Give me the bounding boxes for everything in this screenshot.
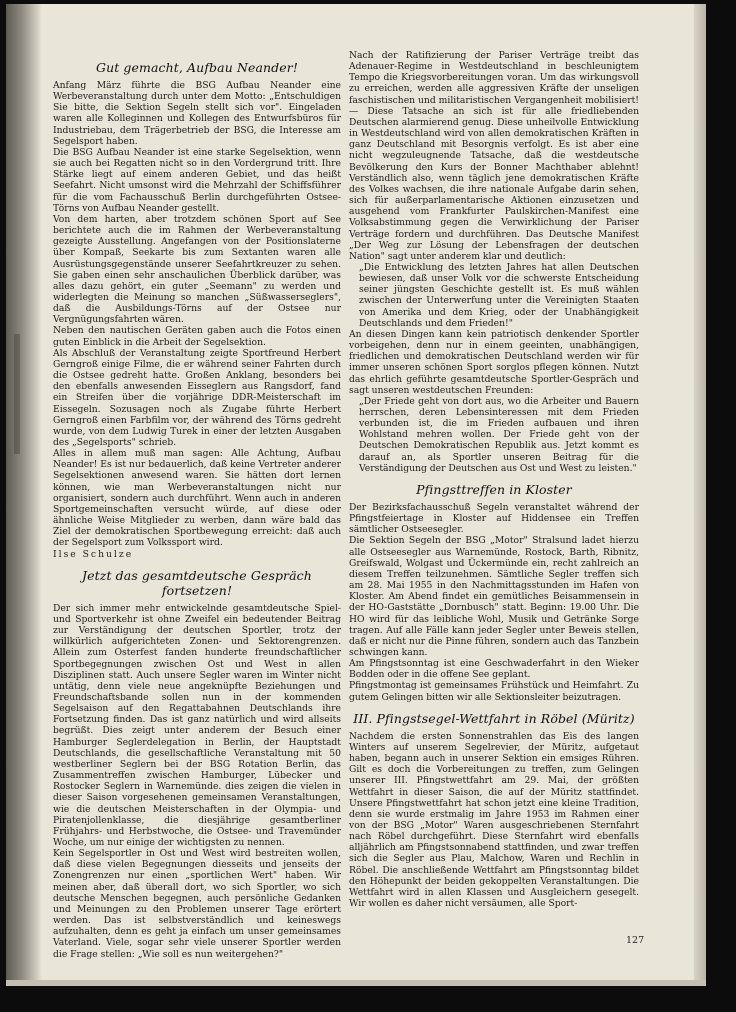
book-page xyxy=(6,4,706,986)
article-quote: „Der Friede geht von dort aus, wo die Arbeiter und Bauern herrschen, deren Lebensinteressen mit dem Frieden verbunden ist, die im Frieden aufbauen und ihren Wohlstand mehren wollen. Der Friede geht von der Deutschen Demokratischen Republik aus. Jetzt kommt es darauf an, als Sportler unseren Beitrag für die Verständigung der Deutschen aus Ost und West zu leisten." xyxy=(359,395,639,474)
article-paragraph: Die Sektion Segeln der BSG „Motor" Stralsund ladet hierzu alle Ostseesegler aus Warnemünde, Rostock, Barth, Ribnitz, Greifswald, Wolgast und Ückermünde ein, recht zahlreich an diesem Treffen teilzunehmen. Sämtliche Segler treffen sich am 28. Mai 1955 in den Nachmittagsstunden im Hafen von Kloster. Am Abend findet ein gemütliches Beisammensein in der HO-Gaststätte „Dornbusch" statt. Beginn: 19.00 Uhr. Die HO wird für das leibliche Wohl, Musik und Getränke Sorge tragen. Auf alle Fälle kann jeder Segler unter Beweis stellen, daß er nicht nur die Pinne führen, sondern auch das Tanzbein schwingen kann. xyxy=(349,535,639,658)
article-paragraph: Von dem harten, aber trotzdem schönen Sport auf See berichtete auch die im Rahmen der Werbeveranstaltung gezeigte Ausstellung. Angefangen von der Positionslaterne über Kompaß, Seekarte bis zum Sextanten waren alle Ausrüstungsgegenstände unserer Seefahrtkreuzer zu sehen. Sie gaben einen sehr anschaulichen Überblick darüber, was alles dazu gehört, ein guter „Seemann" zu werden und widerlegten die Meinung so manchen „Süßwasserseglers", daß die Ausbildungs-Törns auf der Ostsee nur Vergnügungsfahrten wären. xyxy=(53,213,341,326)
page-edge xyxy=(694,4,706,986)
article-heading: III. Pfingstsegel-Wettfahrt in Röbel (Müritz) xyxy=(353,710,635,726)
scan-edge-mark xyxy=(14,334,20,454)
article-quote: „Die Entwicklung des letzten Jahres hat allen Deutschen bewiesen, daß unser Volk vor die schwerste Entscheidung seiner jüngsten Geschichte gestellt ist. Es muß wählen zwischen der Unterwerfung unter die Vereinigten Staaten von Amerika und dem Krieg, oder der Unabhängigkeit Deutschlands und dem Frieden!" xyxy=(359,261,639,329)
article-paragraph: Der sich immer mehr entwickelnde gesamtdeutsche Spiel- und Sportverkehr ist ohne Zweifel ein bedeutender Beitrag zur Verständigung der deutschen Sportler, trotz der willkürlich aufgerichteten Zonen- und Sektorengrenzen. Allein zum Osterfest fanden hunderte freundschaftlicher Sportbegegnungen zwischen Ost und West in allen Disziplinen statt. Auch unsere Segler waren im Winter nicht untätig, denn viele neue angeknüpfte Beziehungen und Freundschaftsbande sollen nun in der kommenden Segelsaison auf den Regattabahnen Deutschlands ihre Fortsetzung finden. Das ist ganz natürlich und wird allseits begrüßt. Dies zeigt unter anderem der Besuch einer Hamburger Seglerdelegation in Berlin, der Hauptstadt Deutschlands, die gesellschaftliche Veranstaltung mit 50 westberliner Seglern bei der BSG Rotation Berlin, das Zusammentreffen zwischen Hamburger, Lübecker und Rostocker Seglern in Warnemünde. dies zeigen die vielen in dieser Saison vorgesehenen gemeinsamen Veranstaltungen, wie die deutschen Meisterschaften in der Olympia- und Piratenjollenklasse, die diesjährige gesamtberliner Frühjahrs- und Herbstwoche, die Ostsee- und Travemünder Woche, um nur einige der wichtigsten zu nennen. xyxy=(53,602,341,848)
article-paragraph: Nach der Ratifizierung der Pariser Verträge treibt das Adenauer-Regime in Westdeutschland in beschleunigtem Tempo die Kriegsvorbereitungen voran. Um das wirkungsvoll zu erreichen, werden alle aggressiven Kräfte der unseligen faschistischen und militaristischen Vergangenheit mobilisiert! — Diese Tatsache an sich ist für alle friedliebenden Deutschen alarmierend genug. Diese unheilvolle Entwicklung in Westdeutschland wird von allen demokratischen Kräften in ganz Deutschland mit Besorgnis verfolgt. Es ist aber eine nicht wegzuleugnende Tatsache, daß die westdeutsche Bevölkerung den Kurs der Bonner Machthaber ablehnt! Verständlich also, wenn täglich jene demokratischen Kräfte des Volkes wachsen, die ihre nationale Aufgabe darin sehen, sich für außerparlamentarische Aktionen einzusetzen und ausgehend vom Frankfurter Paulskirchen-Manifest eine Volksabstimmung gegen die Verwirklichung der Pariser Verträge fordern und durchführen. Das Deutsche Manifest „Der Weg zur Lösung der Lebensfragen der deutschen Nation" sagt unter anderem klar und deutlich: xyxy=(349,50,639,262)
page-number: 127 xyxy=(626,935,645,946)
article-paragraph: Der Bezirksfachausschuß Segeln veranstaltet während der Pfingstfeiertage in Kloster auf Hiddensee ein Treffen sämtlicher Ostseesegler. xyxy=(349,501,639,536)
article-paragraph: Kein Segelsportler in Ost und West wird bestreiten wollen, daß diese vielen Begegnungen diesseits und jenseits der Zonengrenzen nur einen „sportlichen Wert" haben. Wir meinen aber, daß überall dort, wo sich Sportler, wo sich deutsche Menschen begegnen, auch persönliche Gedanken und Meinungen zu den Problemen unserer Tage erörtert werden. Das ist selbstverständlich und keineswegs aufzuhalten, denn es geht ja einfach um unser gemeinsames Vaterland. Viele, sogar sehr viele unserer Sportler werden die Frage stellen: „Wie soll es nun weitergehen?" xyxy=(53,848,341,960)
article-paragraph: Pfingstmontag ist gemeinsames Frühstück und Heimfahrt. Zu gutem Gelingen bitten wir alle Sektionsleiter beizutragen. xyxy=(349,680,639,703)
article-paragraph: Die BSG Aufbau Neander ist eine starke Segelsektion, wenn sie auch bei Regatten nicht so in den Vordergrund tritt. Ihre Stärke liegt auf einem anderen Gebiet, und das heißt Seefahrt. Nicht umsonst wird die Mehrzahl der Schiffsführer für die vom Fachausschuß Berlin durchgeführten Ostsee-Törns von Aufbau Neander gestellt. xyxy=(53,146,341,214)
article-paragraph: Anfang März führte die BSG Aufbau Neander eine Werbeveranstaltung durch unter dem Motto: „Entschuldigen Sie bitte, die Sektion Segeln stellt sich vor". Eingeladen waren alle Kolleginnen und Kollegen des Entwurfsbüros für Industriebau, dem Trägerbetrieb der BSG, die Interesse am Segelsport haben. xyxy=(53,80,341,147)
article-paragraph: Neben den nautischen Geräten gaben auch die Fotos einen guten Einblick in die Arbeit der Segelsektion. xyxy=(53,325,341,348)
article-paragraph: Als Abschluß der Veranstaltung zeigte Sportfreund Herbert Gerngroß einige Filme, die er während seiner Fahrten durch die Ostsee gedreht hatte. Großen Anklang, besonders bei den ebenfalls anwesenden Eisseglern aus Rangsdorf, fand ein Streifen über die vorjährige DDR-Meisterschaft im Eissegeln. Sozusagen noch als Zugabe führte Herbert Gerngroß einen Farbfilm vor, der während des Törns gedreht wurde, von dem Ludwig Turek in einer der letzten Ausgaben des „Segelsports" schrieb. xyxy=(53,347,341,448)
article-heading: Gut gemacht, Aufbau Neander! xyxy=(96,60,298,75)
right-column xyxy=(349,50,639,909)
article-author: Ilse Schulze xyxy=(53,548,134,560)
article-heading: Jetzt das gesamtdeutsche Gespräch fortsetzen! xyxy=(82,567,312,598)
article-paragraph: An diesen Dingen kann kein patriotisch denkender Sportler vorbeigehen, denn nur in einem geeinten, unabhängigen, friedlichen und demokratischen Deutschland werden wir für immer unseren schönen Sport sorglos pflegen können. Nutzt das ehrlich geführte gesamtdeutsche Sportler-Gespräch und sagt unseren westdeutschen Freunden: xyxy=(349,328,639,396)
page-bottom-shadow xyxy=(6,980,706,986)
book-gutter-shadow xyxy=(6,4,42,986)
article-paragraph: Nachdem die ersten Sonnenstrahlen das Eis des langen Winters auf unserem Segelrevier, der Müritz, aufgetaut haben, begann auch in unserer Sektion ein emsiges Rühren. Gilt es doch die Vorbereitungen zu treffen, zum Gelingen unserer III. Pfingstwettfahrt am 29. Mai, der größten Wettfahrt in dieser Saison, die auf der Müritz stattfindet. Unsere Pfingstwettfahrt hat schon jetzt eine kleine Tradition, denn sie wurde erstmalig im Jahre 1953 im Rahmen einer von der BSG „Motor" Waren ausgeschriebenen Sternfahrt nach Röbel durchgeführt. Diese Sternfahrt wird ebenfalls alljährlich am Pfingstsonnabend stattfinden, und zwar treffen sich die Segler aus Plau, Malchow, Waren und Rechlin in Röbel. Die anschließende Wettfahrt am Pfingstsonntag bildet den Höhepunkt der beiden gekoppelten Veranstaltungen. Die Wettfahrt wird in allen Klassen und Ausgleichern gesegelt. Wir wollen es daher nicht versäumen, alle Sport- xyxy=(349,730,639,910)
article-heading: Pfingsttreffen in Kloster xyxy=(416,481,572,497)
article-paragraph: Alles in allem muß man sagen: Alle Achtung, Aufbau Neander! Es ist nur bedauerlich, daß keine Vertreter anderer Segelsektionen anwesend waren. Sie hätten dort lernen können, wie man Werbeveranstaltungen nicht nur organisiert, sondern auch durchführt. Wenn auch in anderen Sportgemeinschaften versucht würde, auf diese oder ähnliche Weise Mitglieder zu werben, dann wäre bald das Ziel der demokratischen Sportbewegung erreicht: daß auch der Segelsport zum Volkssport wird. xyxy=(53,448,341,549)
article-paragraph: Am Pfingstsonntag ist eine Geschwaderfahrt in den Wieker Bodden oder in die offene See geplant. xyxy=(349,658,639,681)
left-column xyxy=(53,50,341,960)
